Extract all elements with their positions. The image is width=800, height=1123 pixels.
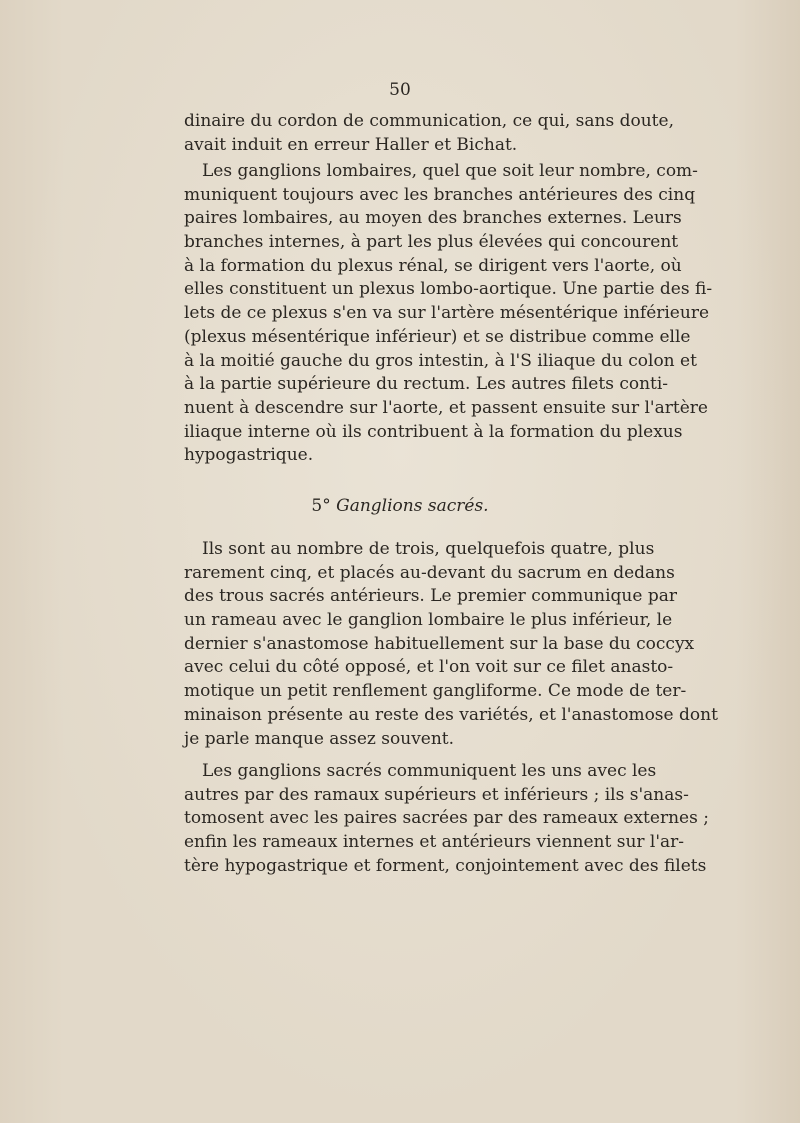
paragraph-1 xyxy=(184,110,674,157)
text-line: lets de ce plexus s'en va sur l'artère mésentérique inférieure xyxy=(184,303,710,324)
page-number: 50 xyxy=(389,80,411,100)
text-line: à la formation du plexus rénal, se dirigent vers l'aorte, où xyxy=(184,255,682,276)
text-line: un rameau avec le ganglion lombaire le plus inférieur, le xyxy=(184,610,673,631)
text-line: tomosent avec les paires sacrées par des rameaux externes ; xyxy=(184,808,709,829)
section-number: 5° xyxy=(311,496,331,516)
text-line: avec celui du côté opposé, et l'on voit sur ce filet anasto- xyxy=(184,657,674,678)
text-line: elles constituent un plexus lombo-aortique. Une partie des fi- xyxy=(184,279,713,300)
text-line: à la partie supérieure du rectum. Les autres filets conti- xyxy=(184,374,669,395)
text-line: paires lombaires, au moyen des branches externes. Leurs xyxy=(184,208,682,229)
text-line: (plexus mésentérique inférieur) et se distribue comme elle xyxy=(184,326,691,347)
text-line: autres par des ramaux supérieurs et inférieurs ; ils s'anas- xyxy=(184,784,689,805)
text-line: enfin les rameaux internes et antérieurs viennent sur l'ar- xyxy=(184,832,685,853)
text-line: je parle manque assez souvent. xyxy=(184,728,455,749)
text-line: branches internes, à part les plus élevées qui concourent xyxy=(184,232,679,253)
text-line: muniquent toujours avec les branches antérieures des cinq xyxy=(184,184,696,205)
text-line: motique un petit renflement gangliforme. Ce mode de ter- xyxy=(184,681,687,702)
text-line: rarement cinq, et placés au-devant du sacrum en dedans xyxy=(184,562,675,583)
text-line: Les ganglions lombaires, quel que soit leur nombre, com- xyxy=(202,161,698,181)
text-line: avait induit en erreur Haller et Bichat. xyxy=(184,134,518,155)
paragraph-3 xyxy=(184,538,718,751)
text-line: iliaque interne où ils contribuent à la formation du plexus xyxy=(184,421,683,442)
text-line: dinaire du cordon de communication, ce qui, sans doute, xyxy=(184,111,674,131)
text-line: Ils sont au nombre de trois, quelquefois quatre, plus xyxy=(202,539,655,559)
text-line: des trous sacrés antérieurs. Le premier communique par xyxy=(184,586,677,607)
text-line: hypogastrique. xyxy=(184,445,314,466)
text-line: Les ganglions sacrés communiquent les uns avec les xyxy=(202,761,657,781)
section-title: Ganglions sacrés. xyxy=(336,496,489,516)
text-line: tère hypogastrique et forment, conjointement avec des filets xyxy=(184,855,707,876)
paragraph-4 xyxy=(184,760,709,878)
section-heading xyxy=(0,496,800,516)
text-line: à la moitié gauche du gros intestin, à l'S iliaque du colon et xyxy=(184,350,697,371)
text-line: nuent à descendre sur l'aorte, et passent ensuite sur l'artère xyxy=(184,397,708,418)
text-line: dernier s'anastomose habituellement sur la base du coccyx xyxy=(184,633,695,654)
paragraph-2 xyxy=(184,160,713,468)
text-line: minaison présente au reste des variétés, et l'anastomose dont xyxy=(184,704,718,725)
